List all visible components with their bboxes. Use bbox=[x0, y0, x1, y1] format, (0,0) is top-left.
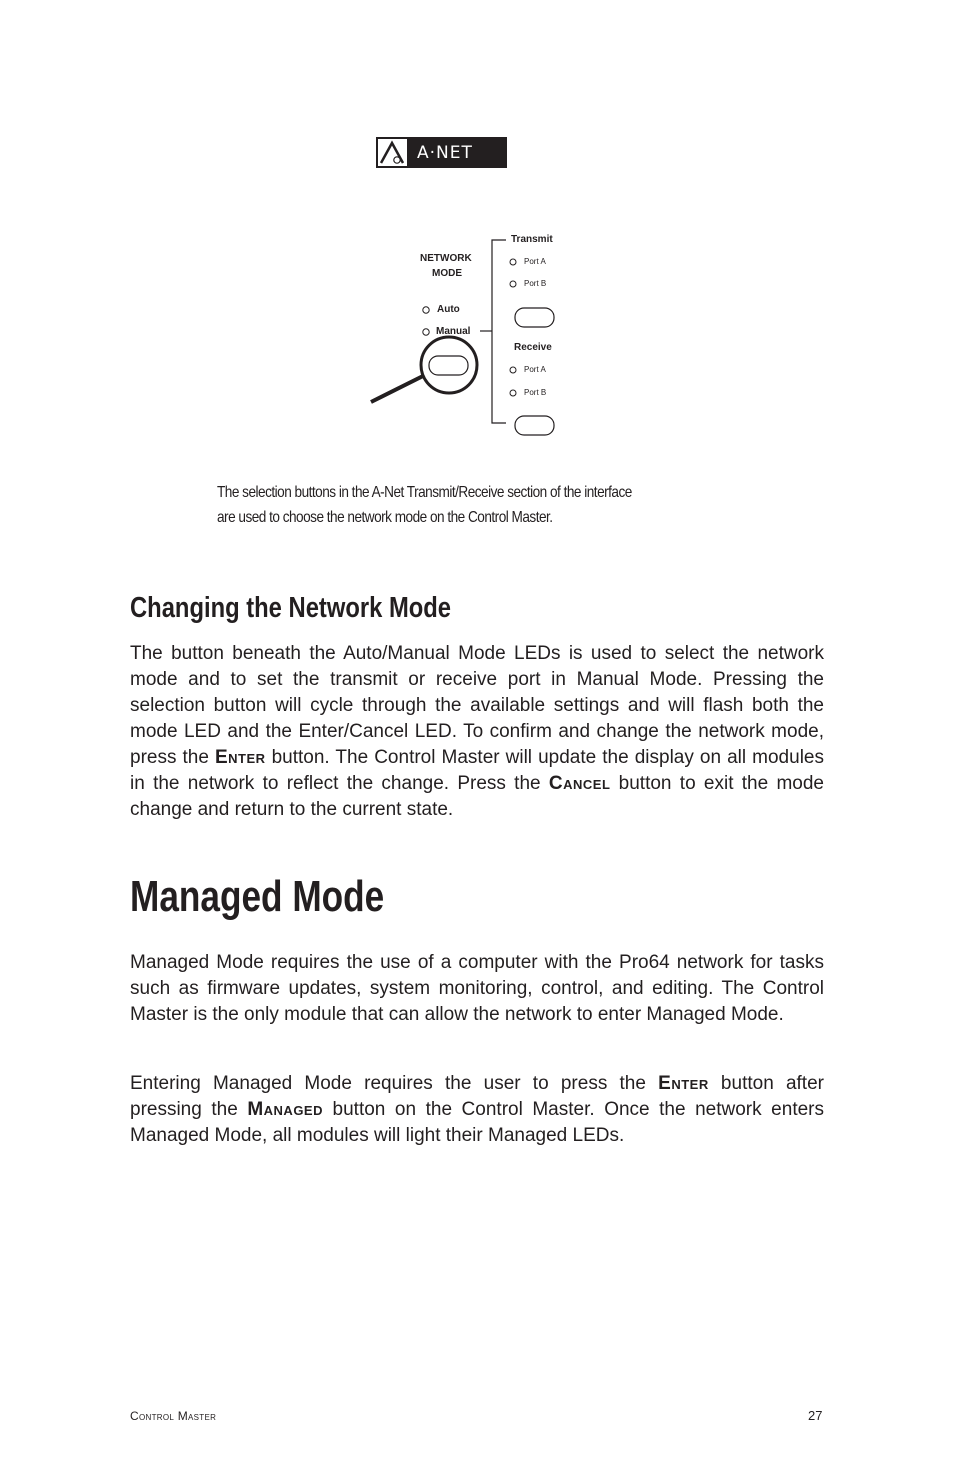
figure-caption bbox=[217, 480, 747, 530]
p1-text-c: button to exit the mode change and return to the current state. bbox=[130, 773, 824, 820]
tx-port-a-label: Port A bbox=[524, 257, 546, 266]
auto-label: Auto bbox=[437, 304, 460, 315]
network-mode-paragraph bbox=[130, 641, 824, 823]
transmit-label: Transmit bbox=[511, 234, 553, 245]
section-heading-network-mode: Changing the Network Mode bbox=[130, 592, 452, 624]
tx-port-b-label: Port B bbox=[524, 279, 547, 288]
p1-text-b: button. The Control Master will update the display on all modules in the network to reflect the change. Press the bbox=[130, 747, 824, 794]
caption-line-1: The selection buttons in the A-Net Transmit/Receive section of the interface bbox=[217, 484, 632, 501]
rx-port-b-label: Port B bbox=[524, 388, 547, 397]
a-net-logo bbox=[376, 137, 507, 168]
section-heading-managed-mode: Managed Mode bbox=[130, 872, 385, 921]
managed-mode-paragraph-2 bbox=[130, 1071, 824, 1149]
p1-text-a: The button beneath the Auto/Manual Mode LEDs is used to select the network mode and to set the transmit or receive port in Manual Mode. Pressing the selection button will cycle through the available settings and will flash both the mode LED and the Enter/Cancel LED. To confirm and change the network mode, press the bbox=[130, 643, 824, 768]
network-mode-diagram bbox=[368, 228, 568, 443]
network-mode-label-2: MODE bbox=[432, 268, 462, 279]
caption-line-2: are used to choose the network mode on the Control Master. bbox=[217, 509, 553, 526]
enter-term: Enter bbox=[214, 747, 266, 768]
p3-text-b: button after pressing the bbox=[130, 1073, 824, 1120]
managed-mode-paragraph-1: Managed Mode requires the use of a computer with the Pro64 network for tasks such as firmware updates, system monitoring, control, and editing. The Control Master is the only module that can allow the network to enter Managed Mode. bbox=[130, 952, 824, 1025]
network-mode-label-1: NETWORK bbox=[420, 253, 472, 264]
manual-label: Manual bbox=[436, 326, 471, 337]
page-number: 27 bbox=[808, 1408, 823, 1423]
enter-term-2: Enter bbox=[658, 1073, 709, 1094]
rx-port-a-label: Port A bbox=[524, 365, 546, 374]
a-net-logo-text: A·NET bbox=[417, 142, 473, 163]
managed-term: Managed bbox=[247, 1099, 323, 1120]
p3-text-c: button on the Control Master. Once the network enters Managed Mode, all modules will light their Managed LEDs. bbox=[130, 1099, 824, 1146]
a-net-logo-mark-icon bbox=[376, 137, 409, 168]
p3-text-a: Entering Managed Mode requires the user to press the bbox=[130, 1073, 659, 1094]
receive-label: Receive bbox=[514, 342, 552, 353]
cancel-term: Cancel bbox=[548, 773, 611, 794]
footer-title: Control Master bbox=[130, 1409, 217, 1423]
